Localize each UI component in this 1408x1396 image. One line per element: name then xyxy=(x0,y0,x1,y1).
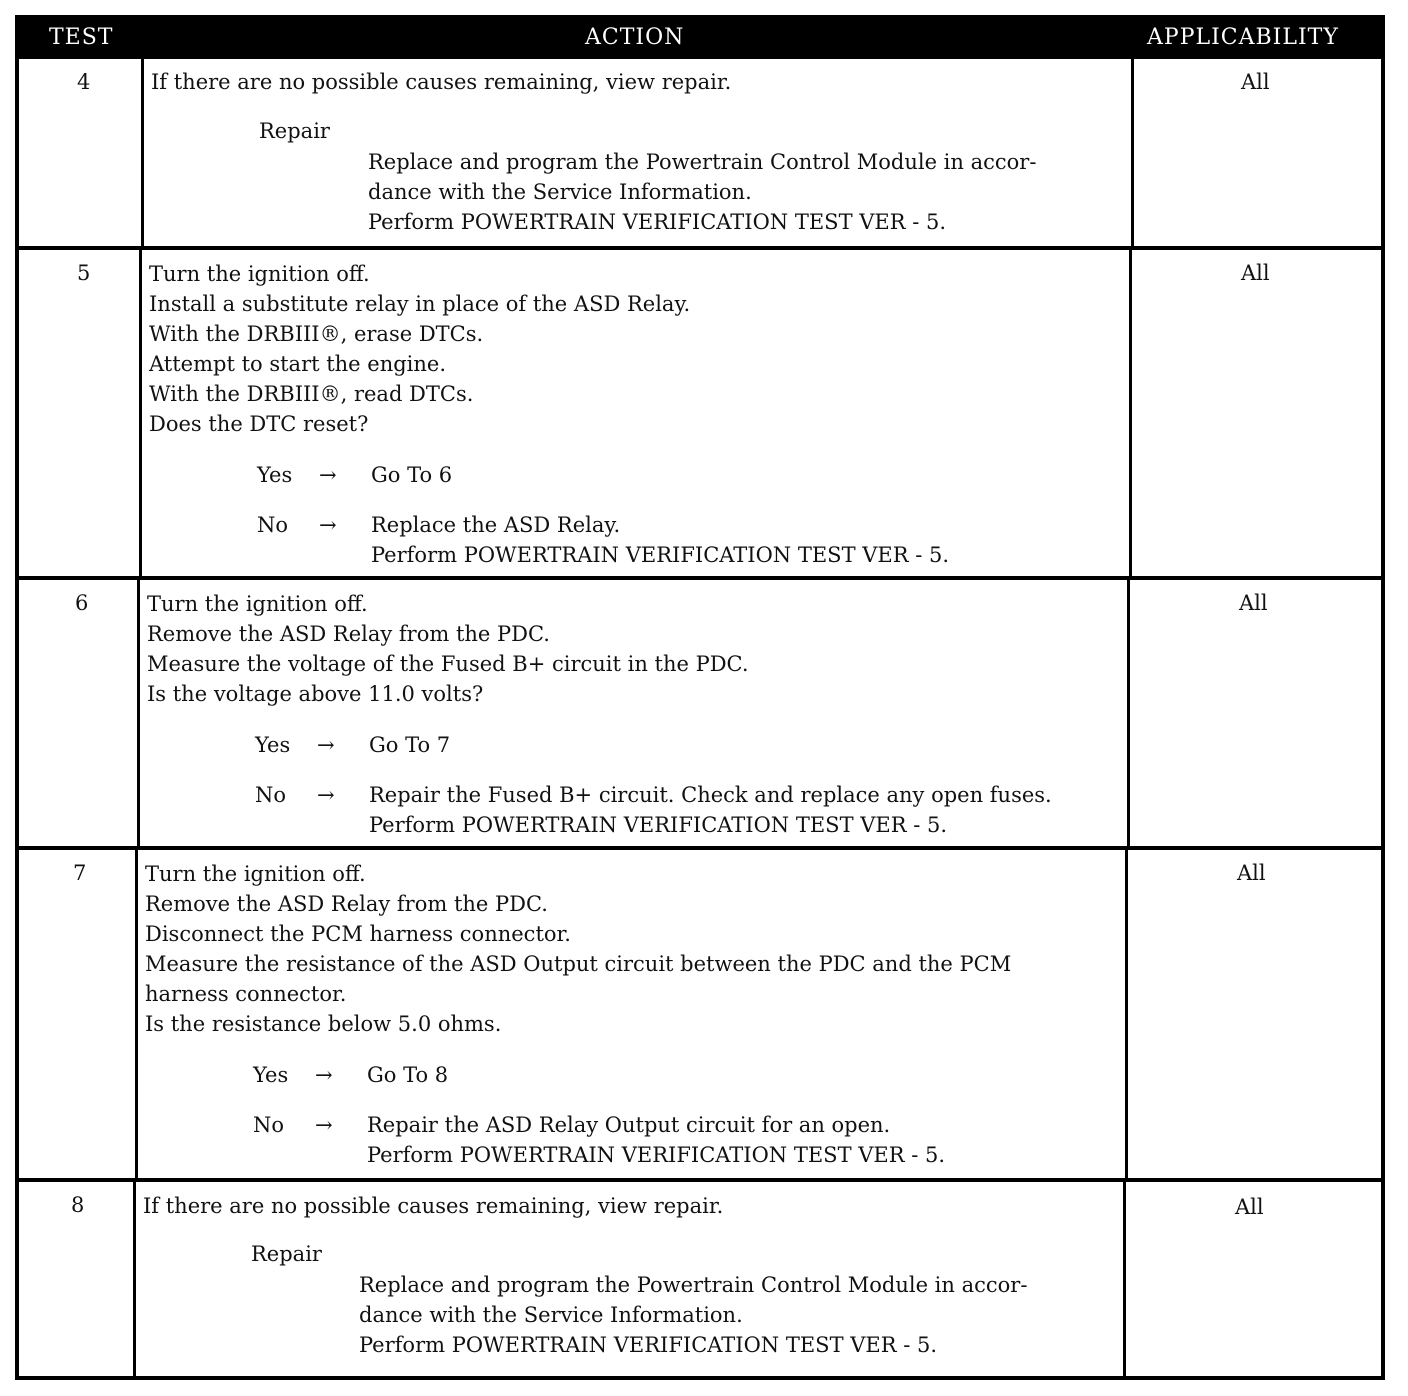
diagnostic-table xyxy=(15,15,1385,1380)
header-action: ACTION xyxy=(585,25,685,50)
repair-text xyxy=(368,147,1036,237)
no-action xyxy=(369,780,1052,840)
action-line: Disconnect the PCM harness connector. xyxy=(145,922,571,946)
action-line: If there are no possible causes remaining, view repair. xyxy=(151,70,732,94)
no-action-line: Repair the Fused B+ circuit. Check and replace any open fuses. xyxy=(369,783,1052,807)
repair-line: Perform POWERTRAIN VERIFICATION TEST VER - 5. xyxy=(368,210,947,234)
column-divider xyxy=(1129,250,1132,580)
action-line: Measure the voltage of the Fused B+ circuit in the PDC. xyxy=(147,652,749,676)
action-text xyxy=(145,859,1011,1039)
no-label: No xyxy=(257,513,289,537)
action-text xyxy=(143,1191,723,1221)
applicability-value: All xyxy=(1241,261,1270,285)
no-label: No xyxy=(253,1113,285,1137)
arrow-right-icon: → xyxy=(317,733,335,757)
action-line: Is the resistance below 5.0 ohms. xyxy=(145,1012,502,1036)
column-divider xyxy=(133,1182,136,1380)
column-divider xyxy=(137,580,140,850)
action-line: With the DRBIII®, erase DTCs. xyxy=(149,322,484,346)
column-divider xyxy=(1123,1182,1126,1380)
action-text xyxy=(151,67,731,97)
column-divider xyxy=(141,59,144,246)
repair-line: Replace and program the Powertrain Control Module in accor- xyxy=(368,150,1037,174)
repair-line: Perform POWERTRAIN VERIFICATION TEST VER - 5. xyxy=(359,1333,938,1357)
action-line: Turn the ignition off. xyxy=(149,262,370,286)
no-action xyxy=(367,1110,945,1170)
action-line: Turn the ignition off. xyxy=(147,592,368,616)
action-line: Remove the ASD Relay from the PDC. xyxy=(145,892,548,916)
action-line: Is the voltage above 11.0 volts? xyxy=(147,682,484,706)
no-action-line: Replace the ASD Relay. xyxy=(371,513,621,537)
yes-label: Yes xyxy=(255,733,291,757)
repair-label: Repair xyxy=(259,119,330,143)
action-text xyxy=(149,259,690,439)
action-line: With the DRBIII®, read DTCs. xyxy=(149,382,474,406)
no-action-line: Perform POWERTRAIN VERIFICATION TEST VER - 5. xyxy=(369,813,948,837)
test-number: 8 xyxy=(71,1193,85,1217)
repair-line: dance with the Service Information. xyxy=(359,1303,743,1327)
column-divider xyxy=(1131,59,1134,246)
no-label: No xyxy=(255,783,287,807)
yes-action: Go To 6 xyxy=(371,463,453,487)
column-divider xyxy=(139,250,142,580)
table-row xyxy=(19,246,1381,580)
column-divider xyxy=(1125,850,1128,1182)
no-action-line: Repair the ASD Relay Output circuit for an open. xyxy=(367,1113,891,1137)
yes-label: Yes xyxy=(257,463,293,487)
repair-line: Replace and program the Powertrain Control Module in accor- xyxy=(359,1273,1028,1297)
yes-action: Go To 8 xyxy=(367,1063,449,1087)
applicability-value: All xyxy=(1237,861,1266,885)
table-row xyxy=(19,1178,1381,1380)
repair-text xyxy=(359,1270,1027,1360)
repair-label: Repair xyxy=(251,1242,322,1266)
action-line: Does the DTC reset? xyxy=(149,412,369,436)
arrow-right-icon: → xyxy=(315,1063,333,1087)
yes-action: Go To 7 xyxy=(369,733,451,757)
header-applicability: APPLICABILITY xyxy=(1147,25,1339,50)
test-number: 5 xyxy=(77,261,91,285)
action-line: harness connector. xyxy=(145,982,347,1006)
no-action xyxy=(371,510,949,570)
arrow-right-icon: → xyxy=(319,463,337,487)
action-line: Install a substitute relay in place of the ASD Relay. xyxy=(149,292,691,316)
table-row xyxy=(19,59,1381,246)
applicability-value: All xyxy=(1239,591,1268,615)
arrow-right-icon: → xyxy=(319,513,337,537)
applicability-value: All xyxy=(1241,70,1270,94)
action-line: Measure the resistance of the ASD Output circuit between the PDC and the PCM xyxy=(145,952,1012,976)
action-text xyxy=(147,589,749,709)
test-number: 6 xyxy=(75,591,89,615)
action-line: Remove the ASD Relay from the PDC. xyxy=(147,622,550,646)
table-header xyxy=(19,19,1381,59)
test-number: 7 xyxy=(73,861,87,885)
table-row xyxy=(19,846,1381,1182)
column-divider xyxy=(135,850,138,1182)
applicability-value: All xyxy=(1235,1195,1264,1219)
test-number: 4 xyxy=(77,70,91,94)
action-line: Turn the ignition off. xyxy=(145,862,366,886)
arrow-right-icon: → xyxy=(317,783,335,807)
action-line: Attempt to start the engine. xyxy=(149,352,447,376)
arrow-right-icon: → xyxy=(315,1113,333,1137)
no-action-line: Perform POWERTRAIN VERIFICATION TEST VER - 5. xyxy=(371,543,950,567)
no-action-line: Perform POWERTRAIN VERIFICATION TEST VER - 5. xyxy=(367,1143,946,1167)
yes-label: Yes xyxy=(253,1063,289,1087)
table-row xyxy=(19,576,1381,850)
action-line: If there are no possible causes remaining, view repair. xyxy=(143,1194,724,1218)
repair-line: dance with the Service Information. xyxy=(368,180,752,204)
header-test: TEST xyxy=(49,25,114,50)
column-divider xyxy=(1127,580,1130,850)
